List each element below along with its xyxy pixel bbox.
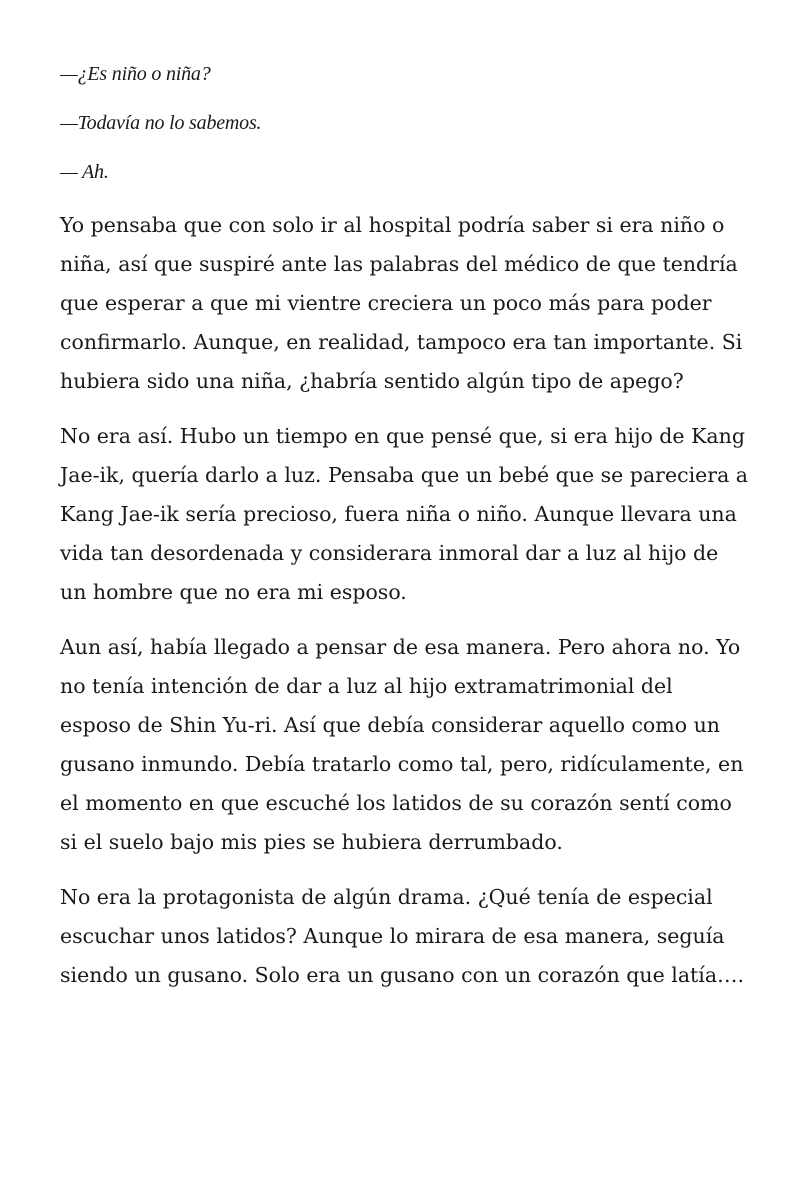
paragraph-2: No era así. Hubo un tiempo en que pensé que, si era hijo de Kang Jae-ik, quería darlo a luz. Pensaba que un bebé que se pareciera a Kang Jae-ik sería precioso, fuera niña o niño. Aunque llevara una vida tan desordenada y considerara inmoral dar a luz al hijo de un hombre que no era mi esposo. [60,424,749,604]
paragraph-1: Yo pensaba que con solo ir al hospital podría saber si era niño o niña, así que suspiré ante las palabras del médico de que tendría que esperar a que mi vientre creciera un poco más para poder confirmarlo. Aunque, en realidad, tampoco era tan importante. Si hubiera sido una niña, ¿habría sentido algún tipo de apego? [60,213,743,393]
paragraph-4: No era la protagonista de algún drama. ¿Qué tenía de especial escuchar unos latidos? Aunque lo mirara de esa manera, seguía siendo un gusano. Solo era un gusano con un corazón que latía…. [60,885,745,987]
dialogue-line-2: —Todavía no lo sabemos. [60,112,262,134]
dialogue-line-1: —¿Es niño o niña? [60,63,211,85]
dialogue-line-3: — Ah. [60,161,109,183]
reading-page [60,62,750,1011]
paragraph-3: Aun así, había llegado a pensar de esa manera. Pero ahora no. Yo no tenía intención de dar a luz al hijo extramatrimonial del esposo de Shin Yu-ri. Así que debía considerar aquello como un gusano inmundo. Debía tratarlo como tal, pero, ridículamente, en el momento en que escuché los latidos de su corazón sentí como si el suelo bajo mis pies se hubiera derrumbado. [60,635,744,854]
